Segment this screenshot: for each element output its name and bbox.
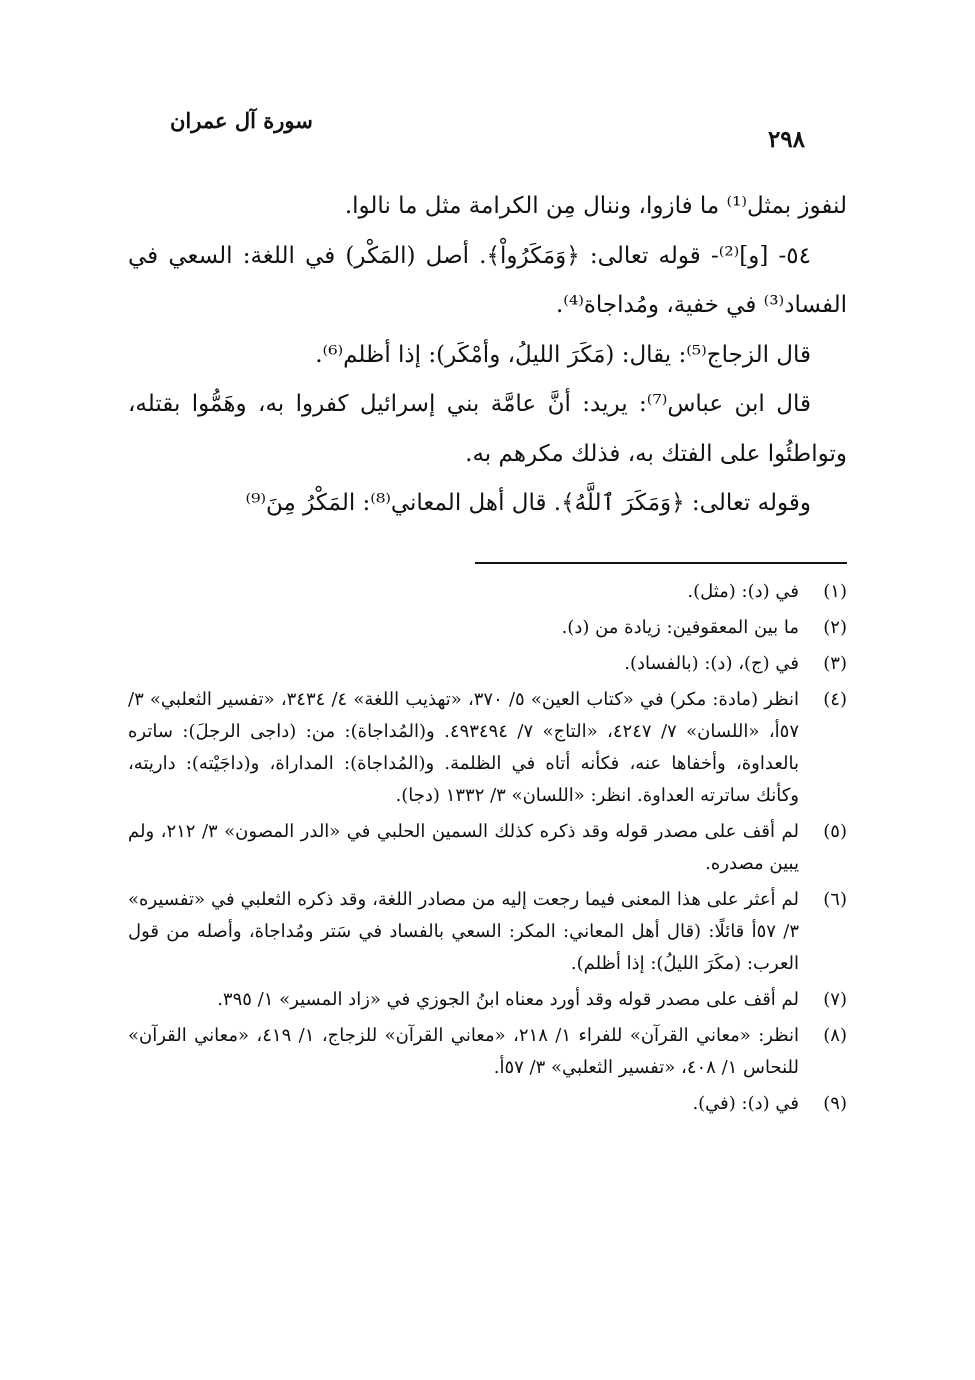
main-text <box>128 182 847 529</box>
surah-title: سورة آل عمران <box>170 108 313 133</box>
footnote-text: لم أقف على مصدر قوله وقد ذكره كذلك السمين الحلبي في «الدر المصون» ٣/ ٢١٢، ولم يبين مصدره. <box>128 821 799 874</box>
footnote-text: ما بين المعقوفين: زيادة من (د). <box>561 617 799 638</box>
footnotes <box>128 576 847 1124</box>
footnote-item <box>128 1088 847 1120</box>
paragraph: ٥٤- [و]⁽²⁾- قوله تعالى: ﴿وَمَكَرُواْ﴾. أصل (المَكْر) في اللغة: السعي في الفساد⁽³⁾ في خفية، ومُداجاة⁽⁴⁾. <box>128 242 847 318</box>
footnote-number: (٣) <box>823 653 847 674</box>
footnote-number: (٢) <box>823 617 847 638</box>
footnote-number: (٤) <box>823 689 847 710</box>
page-header <box>170 108 805 158</box>
paragraph: لنفوز بمثل⁽¹⁾ ما فازوا، وننال مِن الكرامة مثل ما نالوا. <box>344 193 847 219</box>
footnote-text: انظر: «معاني القرآن» للفراء ١/ ٢١٨، «معاني القرآن» للزجاج، ١/ ٤١٩، «معاني القرآن» للنحاس ١/ ٤٠٨، «تفسير الثعلبي» ٣/ ٥٧أ. <box>128 1025 800 1078</box>
footnote-number: (٩) <box>823 1093 847 1114</box>
footnote-text: في (ج)، (د): (بالفساد). <box>624 653 799 674</box>
footnote-divider <box>475 562 847 564</box>
footnote-text: في (د): (في). <box>692 1093 799 1114</box>
paragraph: وقوله تعالى: ﴿وَمَكَرَ ٱللَّهُ﴾. قال أهل المعاني⁽⁸⁾: المَكْرُ مِنَ⁽⁹⁾ <box>245 490 811 516</box>
footnote-item <box>128 984 847 1016</box>
page-number: ٢٩٨ <box>767 126 805 153</box>
footnote-item <box>128 576 847 608</box>
footnote-text: انظر (مادة: مكر) في «كتاب العين» ٥/ ٣٧٠، «تهذيب اللغة» ٤/ ٣٤٣٤، «تفسير الثعلبي» ٣/ ٥٧أ، «اللسان» ٧/ ٤٢٤٧، «التاج» ٧/ ٤٩٣٤٩٤. و(المُداجاة): من: (داجى الرجلَ): ساتره بالعداوة، وأخفاها عنه، فكأنه أتاه في الظلمة. و(المُداجاة): المداراة، و(داجَيْته): داريته، وكأنك ساترته العداوة. انظر: «اللسان» ٣/ ١٣٣٢ (دجا). <box>128 689 799 806</box>
footnote-item <box>128 816 847 880</box>
footnote-item <box>128 648 847 680</box>
footnote-item <box>128 684 847 812</box>
paragraph: قال الزجاج⁽⁵⁾: يقال: (مَكَرَ الليلُ، وأمْكَر): إذا أظلم⁽⁶⁾. <box>315 341 811 368</box>
footnote-number: (١) <box>823 581 847 602</box>
footnote-number: (٨) <box>823 1025 847 1046</box>
footnote-number: (٧) <box>823 989 847 1010</box>
paragraph: قال ابن عباس⁽⁷⁾: يريد: أنَّ عامَّة بني إسرائيل كفروا به، وهَمُّوا بقتله، وتواطئُوا على الفتك به، فذلك مكرهم به. <box>128 391 847 467</box>
footnote-text: لم أعثر على هذا المعنى فيما رجعت إليه من مصادر اللغة، وقد ذكره الثعلبي في «تفسيره» ٣/ ٥٧أ قائلًا: (قال أهل المعاني: المكر: السعي بالفساد في سَتر ومُداجاة، وأصله من قول العرب: (مكَرَ الليلُ): إذا أظلم). <box>128 889 799 974</box>
footnote-number: (٦) <box>823 889 847 910</box>
footnote-text: لم أقف على مصدر قوله وقد أورد معناه ابنُ الجوزي في «زاد المسير» ١/ ٣٩٥. <box>217 989 799 1010</box>
footnote-item <box>128 1020 847 1084</box>
footnote-item <box>128 884 847 980</box>
footnote-item <box>128 612 847 644</box>
footnote-number: (٥) <box>823 821 847 842</box>
footnote-text: في (د): (مثل). <box>687 581 799 602</box>
